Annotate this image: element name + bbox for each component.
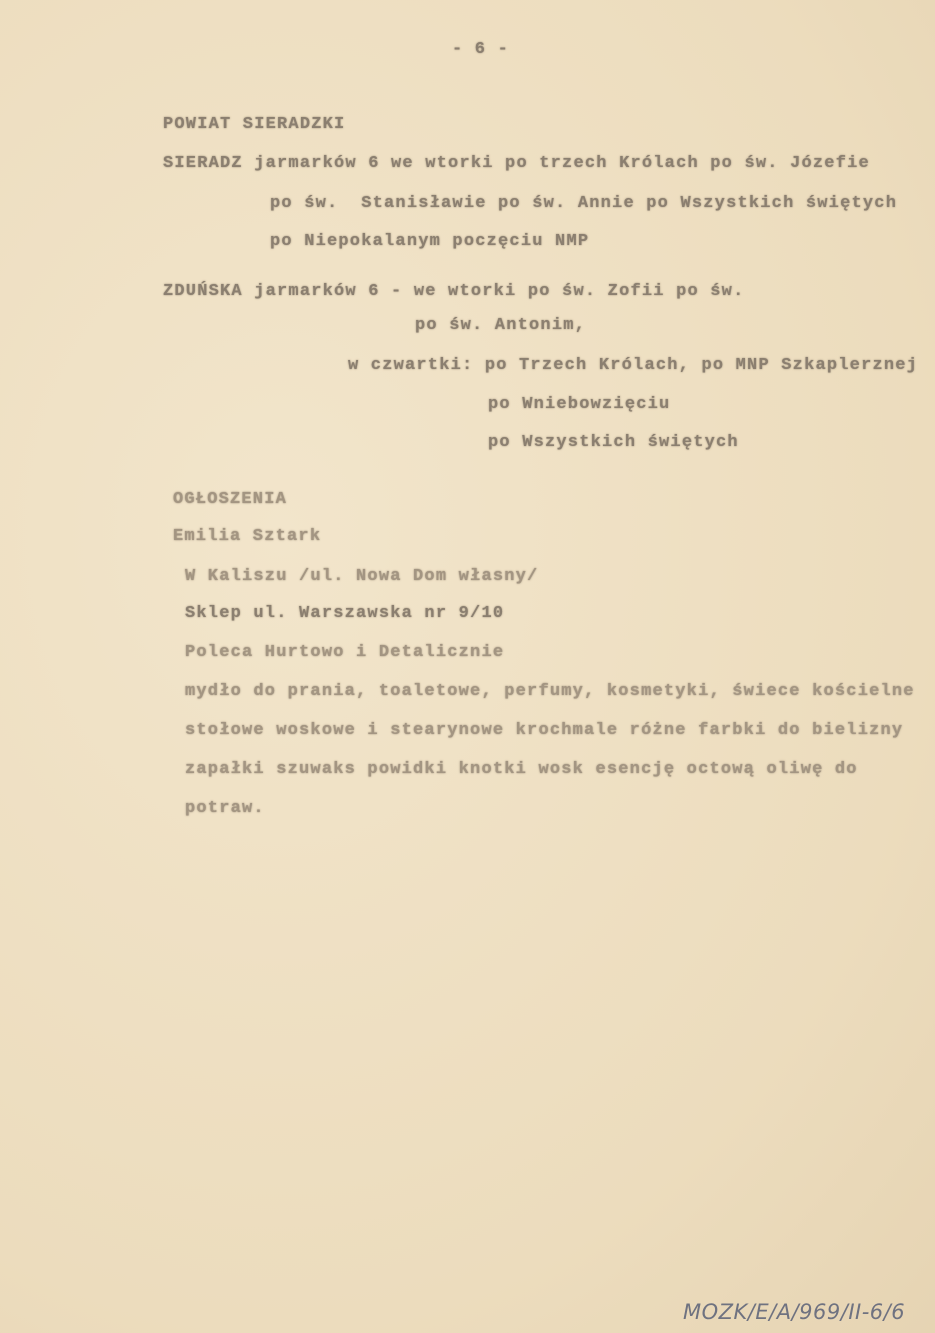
text-line: Poleca Hurtowo i Detalicznie — [185, 643, 505, 662]
text-line: Emilia Sztark — [173, 527, 322, 546]
text-line: w czwartki: po Trzech Królach, po MNP Szkaplerznej — [348, 356, 919, 375]
text-line: potraw. — [185, 799, 265, 818]
text-line: ZDUŃSKA jarmarków 6 - we wtorki po św. Zofii po św. — [163, 282, 745, 301]
archive-signature: MOZK/E/A/969/II-6/6 — [683, 1300, 906, 1324]
text-line: po Niepokalanym poczęciu NMP — [270, 232, 590, 251]
page-number: - 6 - — [452, 40, 510, 59]
text-line: Sklep ul. Warszawska nr 9/10 — [185, 604, 505, 623]
text-line: po Wszystkich świętych — [488, 433, 739, 452]
text-line: zapałki szuwaks powidki knotki wosk esencję octową oliwę do — [185, 760, 858, 779]
text-line: W Kaliszu /ul. Nowa Dom własny/ — [185, 567, 539, 586]
text-line: po Wniebowzięciu — [488, 395, 671, 414]
text-line: po św. Antonim, — [415, 316, 587, 335]
text-line: po św. Stanisławie po św. Annie po Wszystkich świętych — [270, 194, 898, 213]
section-heading: OGŁOSZENIA — [173, 490, 288, 509]
text-line: stołowe woskowe i stearynowe krochmale różne farbki do bielizny — [185, 721, 904, 740]
text-line: SIERADZ jarmarków 6 we wtorki po trzech Królach po św. Józefie — [163, 154, 870, 173]
text-line: mydło do prania, toaletowe, perfumy, kosmetyki, świece kościelne — [185, 682, 915, 701]
section-heading: POWIAT SIERADZKI — [163, 115, 346, 134]
